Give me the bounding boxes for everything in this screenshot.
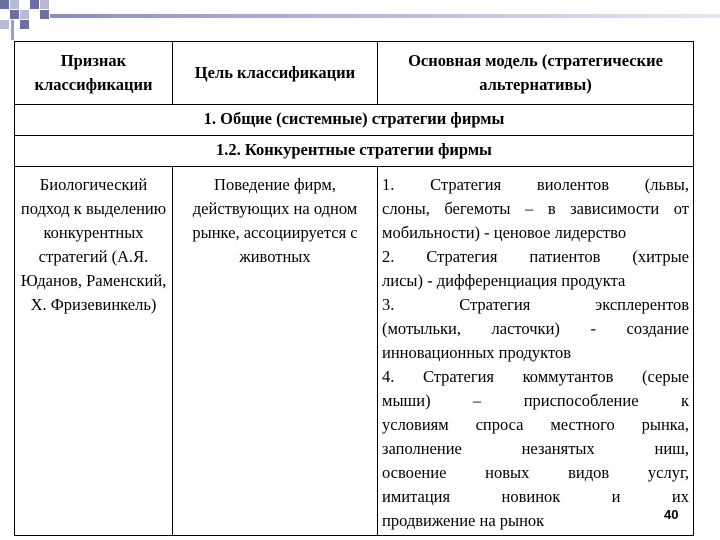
table-row (15, 167, 694, 536)
header-model: Основная модель (стратегические альтернативы) (378, 42, 694, 105)
model-line: мыши) – приспособление к (382, 391, 689, 410)
model-line: 1. Стратегия виолентов (львы, (382, 175, 689, 194)
slide-decoration (0, 0, 720, 40)
model-line: заполнение незанятых ниш, (382, 439, 689, 458)
model-line: продвижение на рынок (382, 511, 545, 530)
table-header-row (15, 42, 694, 105)
deco-square (10, 10, 19, 19)
section-title-general: 1. Общие (системные) стратегии фирмы (15, 105, 694, 136)
model-line: имитация новинок и их (382, 487, 689, 506)
model-line: 3. Стратегия эксплерентов (382, 295, 689, 314)
cell-sign: Биологический подход к выделению конкурентных стратегий (А.Я. Юданов, Раменский, Х. Фризевинкель) (15, 167, 173, 536)
deco-square (10, 0, 19, 9)
model-line: инновационных продуктов (382, 343, 572, 362)
strategy-table (14, 41, 694, 536)
header-sign: Признак классификации (15, 42, 173, 105)
model-line: лисы) - дифференциация продукта (382, 271, 626, 290)
section-title-competitive: 1.2. Конкурентные стратегии фирмы (15, 136, 694, 167)
header-goal: Цель классификации (173, 42, 378, 105)
deco-square (20, 10, 29, 19)
cell-model (378, 167, 694, 536)
model-line: (мотыльки, ласточки) - создание (382, 319, 689, 338)
model-line: освоение новых видов услуг, (382, 463, 689, 482)
section-row (15, 136, 694, 167)
model-line: слоны, бегемоты – в зависимости от (382, 199, 689, 218)
cell-goal: Поведение фирм, действующих на одном рынке, ассоциируется с животных (173, 167, 378, 536)
section-row (15, 105, 694, 136)
deco-square (0, 20, 9, 29)
model-line: 2. Стратегия патиентов (хитрые (382, 247, 689, 266)
deco-vertical-line (11, 20, 14, 40)
model-line: мобильности) - ценовое лидерство (382, 223, 627, 242)
deco-square (20, 20, 29, 29)
deco-square (30, 0, 39, 9)
page-number: 40 (664, 507, 679, 522)
deco-square (0, 0, 9, 9)
deco-square (40, 10, 49, 19)
deco-gradient-line (50, 14, 720, 18)
deco-square (40, 0, 49, 9)
model-line: 4. Стратегия коммутантов (серые (382, 367, 689, 386)
model-line: условиям спроса местного рынка, (382, 415, 689, 434)
